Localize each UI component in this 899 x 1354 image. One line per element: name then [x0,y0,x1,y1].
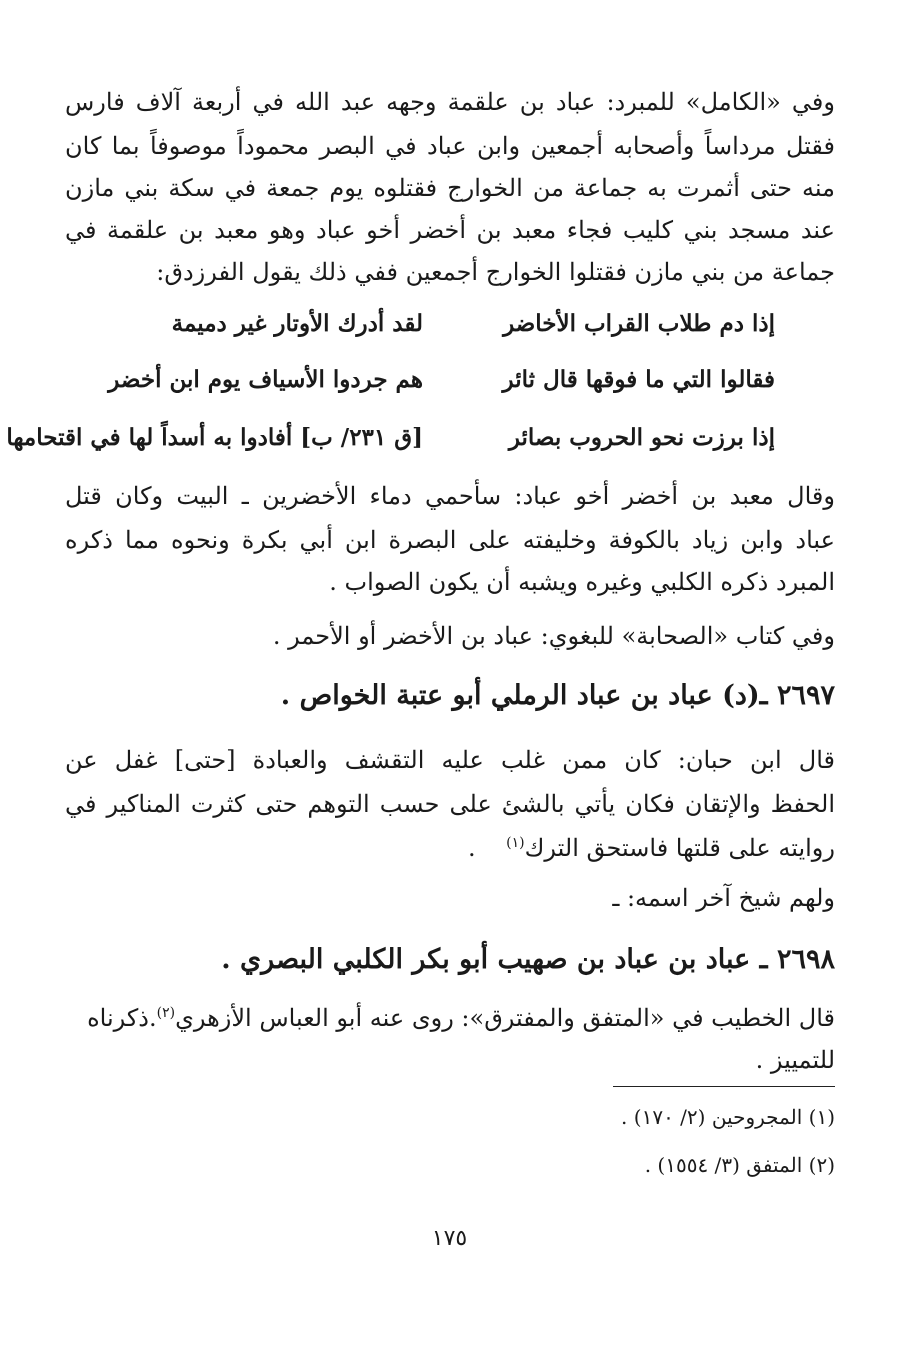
para1-line-4: عند مسجد بني كليب فجاء معبد بن أخضر أخو عباد وهو معبد بن علقمة في [65,216,835,244]
para6-line-1-tail: .ذكرناه [87,1004,157,1032]
verse-2-second-hemistich: فقالوا التي ما فوقها قال ثائر [502,366,775,393]
para6-line-1-text: قال الخطيب في «المتفق والمفترق»: روى عنه أبو العباس الأزهري [175,1004,835,1032]
para4-line-2: الحفظ والإتقان فكان يأتي بالشئ على حسب التوهم حتى كثرت المناكير في [65,790,835,818]
para2-line-1: وقال معبد بن أخضر أخو عباد: سأحمي دماء الأخضرين ـ البيت وكان قتل [65,482,835,510]
page-number: ١٧٥ [431,1226,468,1251]
verse-3-second-hemistich: إذا برزت نحو الحروب بصائر [508,424,775,451]
para1-line-2: فقتل مرداساً وأصحابه أجمعين وابن عباد في البصر محموداً موصوفاً بما كان [65,132,835,160]
verse-3-first-hemistich: [ق ٢٣١/ ب] أفادوا به أسداً لها في اقتحامها [6,424,423,451]
para5: ولهم شيخ آخر اسمه: ـ [612,884,835,912]
para4-end-mark: . [468,834,476,862]
para6-line-1 [65,996,835,1040]
footnote-1: (١) المجروحين (٢/ ١٧٠) . [621,1105,835,1129]
para2-line-2: عباد وابن زياد بالكوفة وخليفته على البصرة ابن أبي بكرة ونحوه مما ذكره [65,526,835,554]
para4-line-3-text: روايته على قلتها فاستحق الترك [524,834,835,862]
footnote-ref-2[interactable]: (٢) [156,1005,176,1021]
para6-line-2: للتمييز . [755,1046,835,1074]
para2-line-3: المبرد ذكره الكلبي وغيره ويشبه أن يكون الصواب . [329,568,835,596]
footnote-separator [613,1086,835,1087]
verse-2-first-hemistich: هم جردوا الأسياف يوم ابن أخضر [108,366,423,393]
entry-heading-2697: ٢٦٩٧ ـ(د) عباد بن عباد الرملي أبو عتبة الخواص . [280,680,835,711]
entry-heading-2698: ٢٦٩٨ ـ عباد بن عباد بن صهيب أبو بكر الكلبي البصري . [221,944,835,975]
verse-1-first-hemistich: لقد أدرك الأوتار غير دميمة [171,310,423,337]
para4-line-1: قال ابن حبان: كان ممن غلب عليه التقشف والعبادة [حتى] غفل عن [65,746,835,774]
para1-line-3: منه حتى أثمرت به جماعة من الخوارج فقتلوه يوم جمعة في سكة بني مازن [65,174,835,202]
para4-line-3 [65,826,835,870]
para1-line-5: جماعة من بني مازن فقتلوا الخوارج أجمعين ففي ذلك يقول الفرزدق: [156,258,835,286]
footnote-ref-1[interactable]: (١) [506,835,525,851]
para3: وفي كتاب «الصحابة» للبغوي: عباد بن الأخضر أو الأحمر . [272,622,835,650]
footnote-2: (٢) المتفق (٣/ ١٥٥٤) . [644,1153,835,1177]
para1-line-1: وفي «الكامل» للمبرد: عباد بن علقمة وجهه عبد الله في أربعة آلاف فارس [65,88,835,116]
verse-1-second-hemistich: إذا دم طلاب القراب الأخاضر [503,310,775,337]
